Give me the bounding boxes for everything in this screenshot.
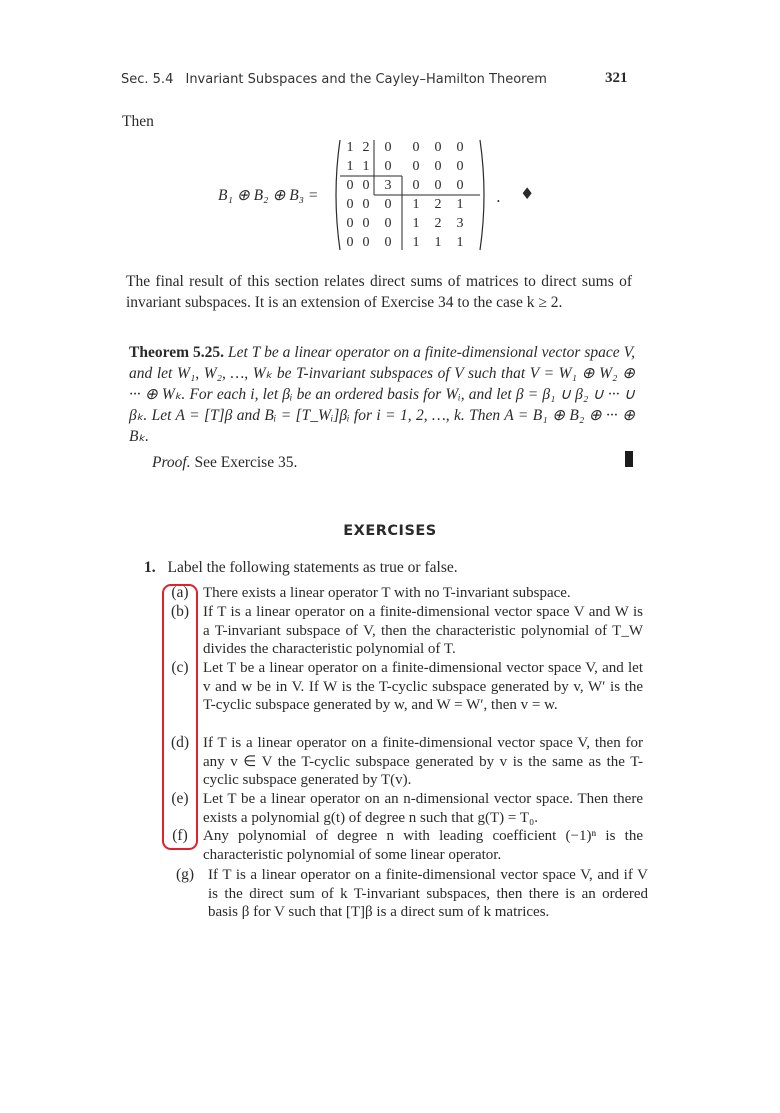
final-paragraph: The final result of this section relates direct sums of matrices to direct sums of invariant subspaces. It is an extension of Exercise 34 to the case k ≥ 2. — [126, 273, 632, 311]
item-label-f: (f) — [172, 827, 188, 844]
exercise-number: 1. — [144, 559, 156, 576]
matrix-entry: 0 — [456, 178, 464, 193]
item-label-a: (a) — [171, 584, 189, 601]
matrix-entry: 1 — [362, 159, 370, 174]
item-text-f: Any polynomial of degree n with leading coefficient (−1)ⁿ is the characteristic polynomial of some linear operator. — [203, 828, 643, 863]
item-label-b: (b) — [170, 603, 190, 620]
item-label-d: (d) — [170, 734, 190, 751]
section-number: Sec. 5.4 — [121, 72, 174, 87]
matrix-entry: 0 — [412, 140, 420, 155]
running-head — [121, 72, 641, 87]
matrix-entry: 0 — [346, 197, 354, 212]
matrix-entry: 0 — [384, 159, 392, 174]
matrix-entry: 0 — [346, 178, 354, 193]
page-number: 321 — [605, 70, 628, 86]
end-of-example-diamond-icon: ♦ — [520, 184, 535, 203]
proof-label: Proof. — [152, 454, 191, 471]
right-paren — [480, 140, 484, 250]
matrix-entry: 1 — [412, 216, 420, 231]
exercises-heading: EXERCISES — [343, 523, 437, 539]
matrix-entry: 0 — [456, 159, 464, 174]
matrix-entry: 0 — [412, 159, 420, 174]
theorem-5-25 — [129, 342, 635, 447]
theorem-heading: Theorem 5.25. — [129, 344, 224, 361]
matrix-entry: 3 — [456, 216, 464, 231]
matrix-entry: 2 — [434, 197, 442, 212]
item-text-g: If T is a linear operator on a finite-dimensional vector space V, and if V is the direct sum of k T-invariant subspaces, then there is an ordered basis β for V such that [T]β is a direct sum of k matrices. — [208, 867, 648, 921]
matrix-entry: 1 — [346, 159, 354, 174]
matrix-entry: 3 — [384, 178, 392, 193]
matrix-entry: 0 — [434, 159, 442, 174]
matrix-entry: 1 — [412, 197, 420, 212]
matrix-entry: 0 — [362, 235, 370, 250]
matrix-entry: 0 — [362, 178, 370, 193]
item-text-c: Let T be a linear operator on a finite-dimensional vector space V, and let v and w be in V. If W is the T-cyclic subspace generated by v, W′ is the T-cyclic subspace generated by w, and W = W′, then v = w. — [203, 660, 643, 714]
matrix-entry: 2 — [434, 216, 442, 231]
matrix-entry: 0 — [384, 216, 392, 231]
matrix-entry: 0 — [384, 235, 392, 250]
red-highlight-annotation — [162, 584, 198, 850]
matrix-entry: 1 — [456, 197, 464, 212]
item-label-e: (e) — [171, 790, 189, 807]
matrix-period: . — [496, 188, 501, 206]
matrix-entry: 0 — [346, 235, 354, 250]
matrix-entry: 0 — [362, 197, 370, 212]
matrix-entry: 0 — [434, 178, 442, 193]
block-matrix — [330, 136, 490, 254]
matrix-entry: 0 — [434, 140, 442, 155]
item-label-c: (c) — [171, 659, 189, 676]
item-text-b: If T is a linear operator on a finite-dimensional vector space V and W is a T-invariant subspace of V, then the characteristic polynomial of T_W divides the characteristic polynomial of T. — [203, 604, 643, 658]
matrix-figure — [330, 136, 490, 254]
matrix-entry: 2 — [362, 140, 370, 155]
matrix-entry: 0 — [384, 197, 392, 212]
chapter-title: Invariant Subspaces and the Cayley–Hamilton Theorem — [185, 72, 547, 87]
exercise-prompt: Label the following statements as true or false. — [167, 559, 458, 576]
item-label-g: (g) — [175, 866, 195, 883]
matrix-entry: 0 — [384, 140, 392, 155]
matrix-entry: 0 — [362, 216, 370, 231]
exercise-1 — [144, 559, 458, 577]
left-paren — [336, 140, 340, 250]
qed-square-icon — [625, 451, 633, 467]
matrix-entry: 1 — [456, 235, 464, 250]
item-text-d: If T is a linear operator on a finite-dimensional vector space V, then for any v ∈ V the T-cyclic subspace generated by v is the same as the T-cyclic subspace generated by T(v). — [203, 735, 643, 789]
matrix-label: B₁ ⊕ B₂ ⊕ B₃ = — [218, 187, 319, 204]
item-text-e: Let T be a linear operator on an n-dimensional vector space. Then there exists a polynomial g(t) of degree n such that g(T) = T₀. — [203, 791, 643, 826]
matrix-entry: 1 — [412, 235, 420, 250]
item-text-a: There exists a linear operator T with no T-invariant subspace. — [203, 585, 571, 601]
proof — [152, 452, 622, 473]
matrix-entry: 1 — [346, 140, 354, 155]
matrix-entry: 1 — [434, 235, 442, 250]
matrix-entry: 0 — [346, 216, 354, 231]
proof-text: See Exercise 35. — [194, 454, 298, 471]
matrix-entry: 0 — [412, 178, 420, 193]
matrix-entry: 0 — [456, 140, 464, 155]
theorem-body: Let T be a linear operator on a finite-dimensional vector space V, and let W₁, W₂, …, Wₖ be T-invariant subspaces of V such that V = W₁ ⊕ W₂ ⊕ ··· ⊕ Wₖ. For each i, let βᵢ be an ordered basis for Wᵢ, and let β = β₁ ∪ β₂ ∪ ··· ∪ βₖ. Let A = [T]β and Bᵢ = [T_Wᵢ]βᵢ for i = 1, 2, …, k. Then A = B₁ ⊕ B₂ ⊕ ··· ⊕ Bₖ. — [129, 344, 635, 445]
intro-word: Then — [122, 113, 154, 130]
